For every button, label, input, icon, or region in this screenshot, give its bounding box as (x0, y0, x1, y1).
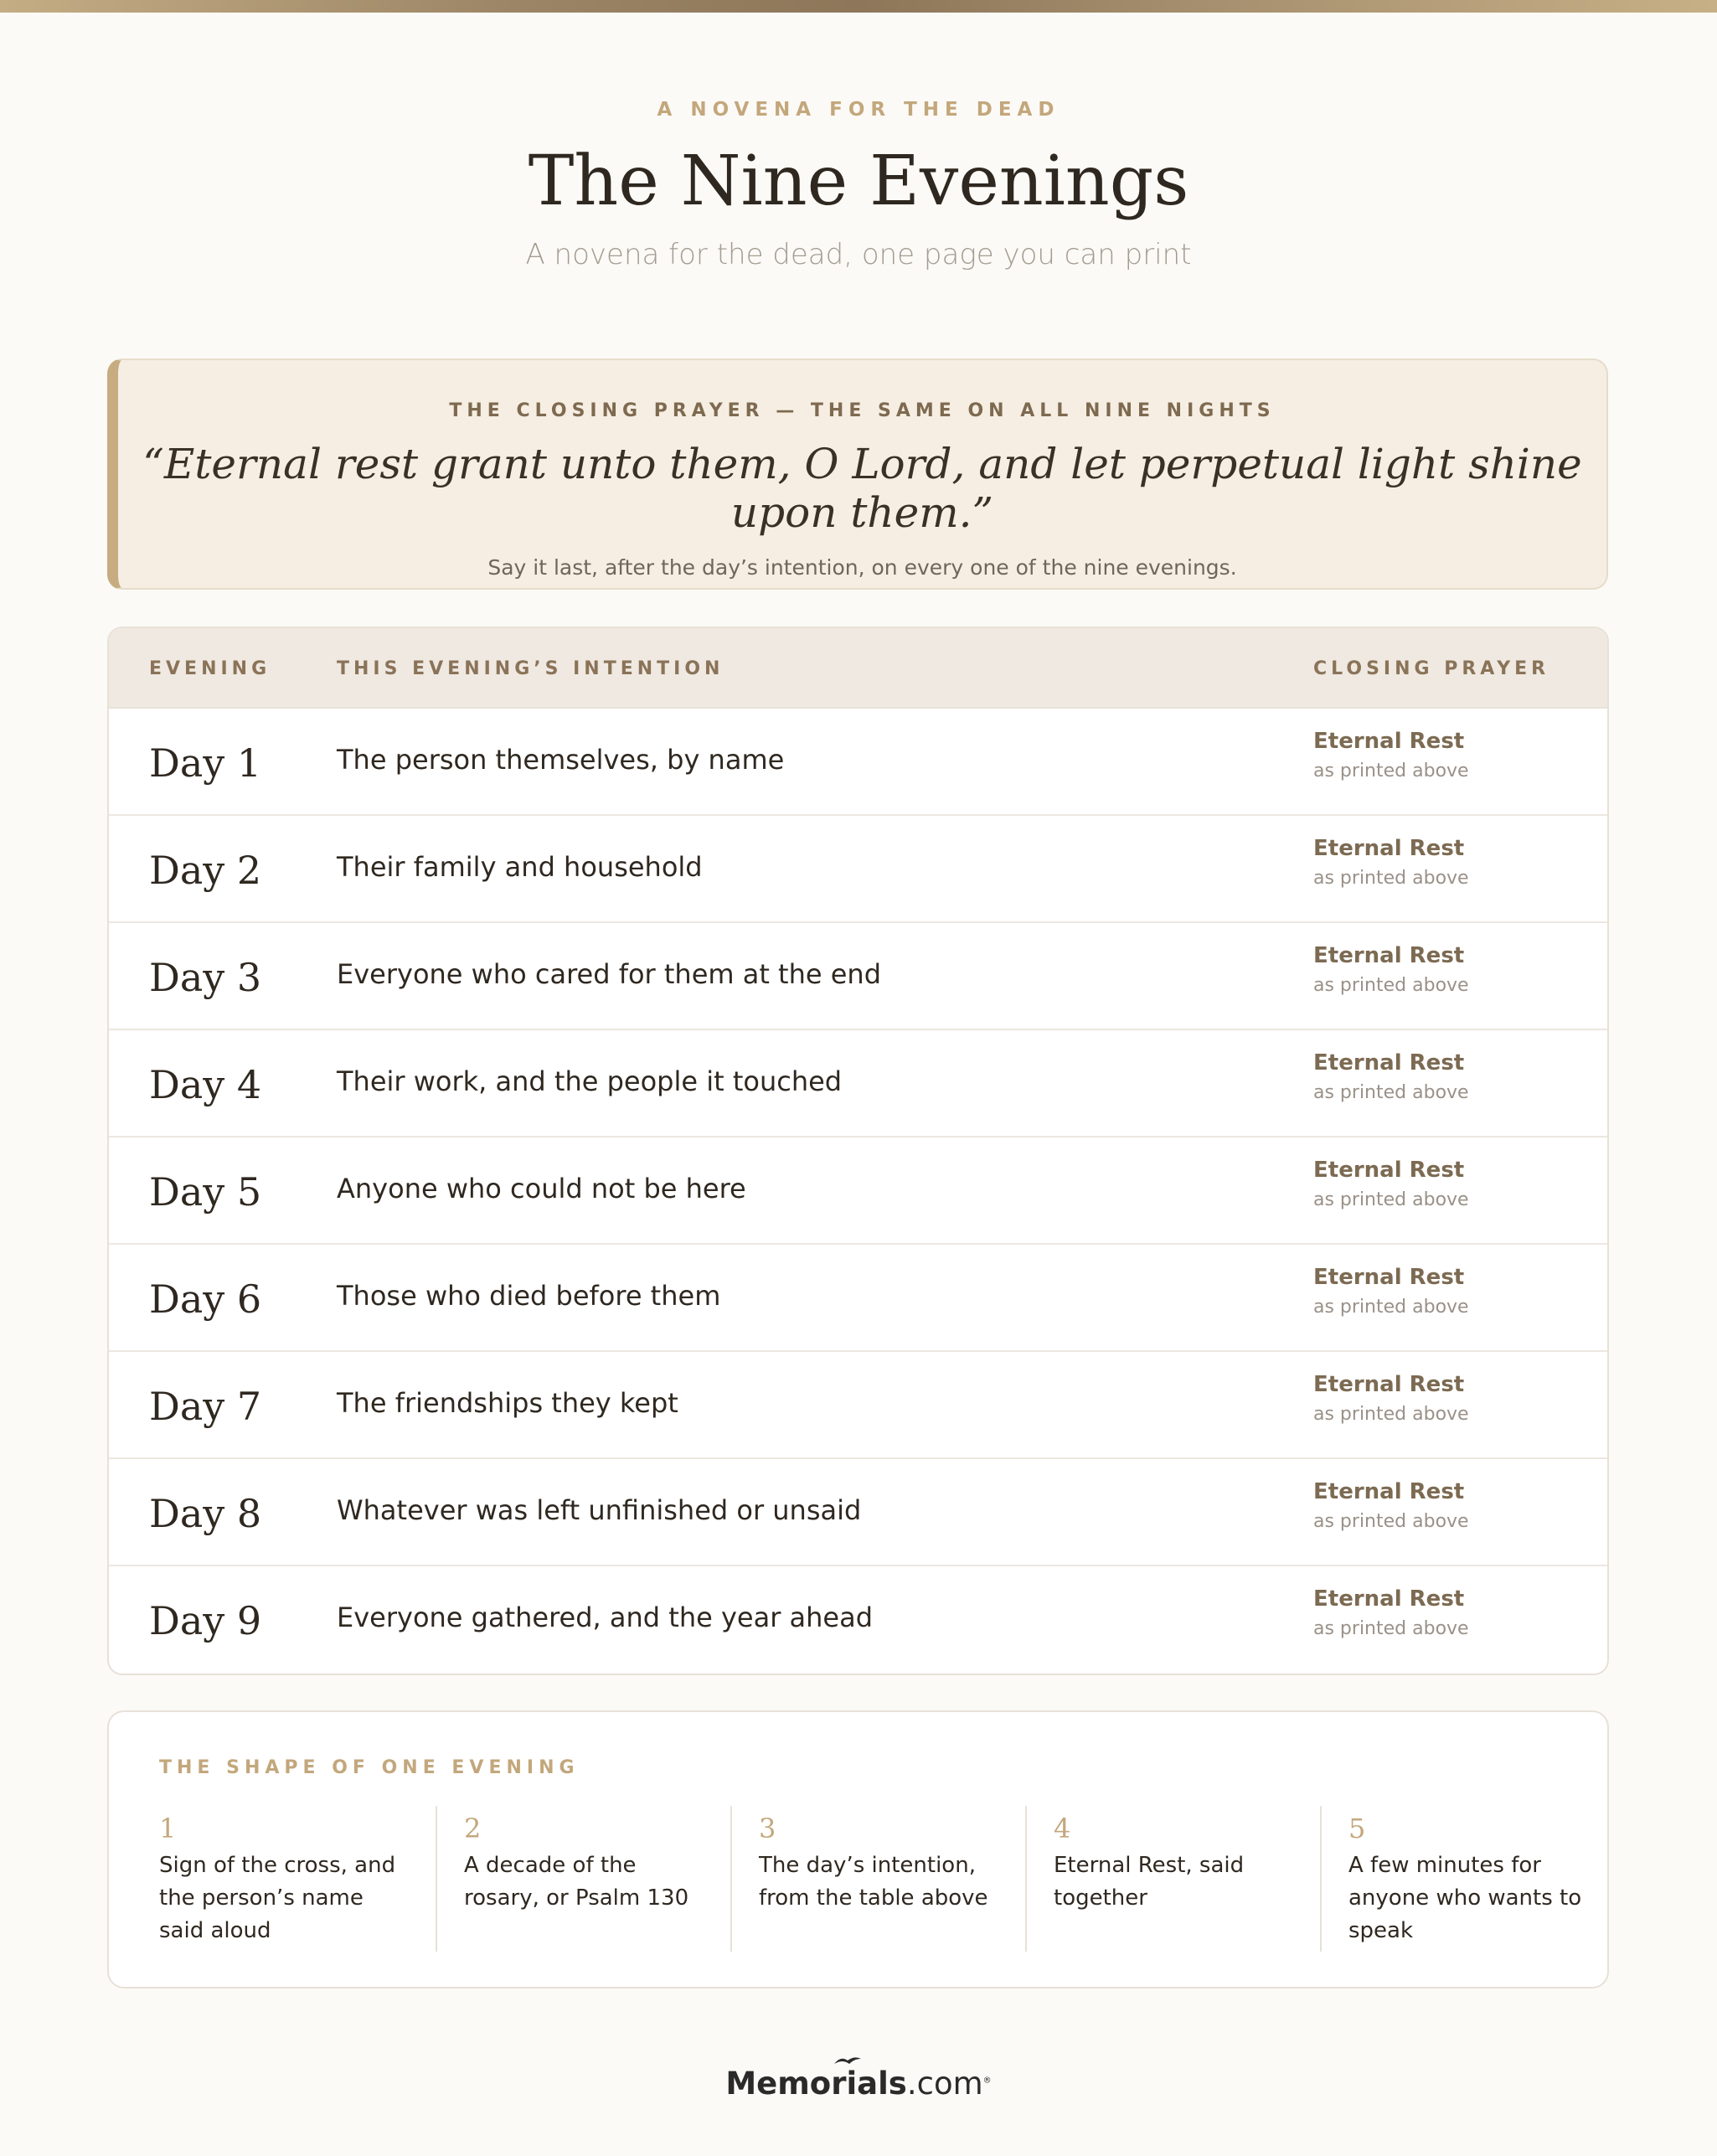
step-item (730, 1806, 1007, 1952)
novena-table (107, 627, 1609, 1675)
table-row (109, 1137, 1607, 1245)
bird-icon (833, 2054, 863, 2066)
day-label: Day 5 (149, 1169, 262, 1215)
prayer-name: Eternal Rest (1313, 836, 1465, 861)
step-number: 2 (464, 1813, 482, 1844)
closing-prayer-cell (1313, 1050, 1469, 1103)
footer (0, 2066, 1717, 2102)
day-label: Day 7 (149, 1384, 262, 1429)
intention-text: Everyone gathered, and the year ahead (337, 1602, 874, 1633)
page-subtitle: A novena for the dead, one page you can print (525, 238, 1192, 272)
prayer-name: Eternal Rest (1313, 1050, 1465, 1075)
day-label: Day 3 (149, 955, 262, 1000)
closing-prayer-cell (1313, 943, 1469, 996)
step-number: 1 (159, 1813, 177, 1844)
closing-prayer-cell (1313, 1586, 1469, 1639)
prayer-name: Eternal Rest (1313, 1479, 1465, 1504)
table-header (109, 628, 1607, 709)
table-row (109, 1245, 1607, 1352)
eyebrow-label: A NOVENA FOR THE DEAD (657, 99, 1060, 121)
day-label: Day 2 (149, 848, 262, 893)
column-header-prayer: CLOSING PRAYER (1313, 658, 1550, 679)
day-label: Day 1 (149, 740, 262, 786)
closing-prayer-cell (1313, 1479, 1469, 1532)
callout-label: THE CLOSING PRAYER — THE SAME ON ALL NINE NIGHTS (449, 400, 1276, 421)
step-item (1320, 1806, 1596, 1952)
intention-text: The person themselves, by name (337, 744, 785, 776)
day-label: Day 9 (149, 1598, 262, 1643)
intention-text: Their family and household (337, 851, 703, 883)
callout-note: Say it last, after the day’s intention, on every one of the nine evenings. (487, 555, 1237, 580)
prayer-note: as printed above (1313, 1297, 1469, 1318)
step-text: Sign of the cross, and the person’s name said aloud (159, 1853, 396, 1943)
column-header-evening: EVENING (149, 658, 271, 679)
table-row (109, 923, 1607, 1030)
closing-prayer-cell (1313, 836, 1469, 889)
prayer-note: as printed above (1313, 1404, 1469, 1425)
intention-text: The friendships they kept (337, 1387, 678, 1419)
shape-label: THE SHAPE OF ONE EVENING (159, 1757, 580, 1778)
closing-prayer-cell (1313, 729, 1469, 781)
prayer-name: Eternal Rest (1313, 1372, 1465, 1397)
prayer-note: as printed above (1313, 1189, 1469, 1210)
step-text: A decade of the rosary, or Psalm 130 (464, 1853, 689, 1911)
step-item (436, 1806, 712, 1952)
prayer-note: as printed above (1313, 1511, 1469, 1532)
column-header-intention: THIS EVENING’S INTENTION (337, 658, 724, 679)
page-title: The Nine Evenings (528, 142, 1189, 221)
table-row (109, 709, 1607, 816)
prayer-note: as printed above (1313, 1082, 1469, 1103)
prayer-note: as printed above (1313, 975, 1469, 996)
registered-mark: ® (982, 2076, 992, 2086)
intention-text: Anyone who could not be here (337, 1173, 746, 1204)
logo-tld: .com (906, 2066, 983, 2102)
logo-name: Memorials (725, 2066, 907, 2102)
prayer-name: Eternal Rest (1313, 943, 1465, 968)
prayer-note: as printed above (1313, 868, 1469, 889)
closing-prayer-cell (1313, 1372, 1469, 1425)
prayer-name: Eternal Rest (1313, 729, 1465, 754)
step-text: A few minutes for anyone who wants to speak (1348, 1853, 1582, 1943)
day-label: Day 4 (149, 1062, 262, 1107)
closing-prayer-cell (1313, 1265, 1469, 1318)
day-label: Day 8 (149, 1491, 262, 1536)
intention-text: Those who died before them (337, 1280, 721, 1312)
prayer-note: as printed above (1313, 761, 1469, 781)
prayer-note: as printed above (1313, 1618, 1469, 1639)
callout-quote: “Eternal rest grant unto them, O Lord, and let perpetual light shine upon them.” (142, 440, 1582, 537)
prayer-name: Eternal Rest (1313, 1265, 1465, 1290)
table-row (109, 1030, 1607, 1137)
table-body (109, 709, 1607, 1674)
steps-list (159, 1806, 1582, 1952)
table-row (109, 1566, 1607, 1674)
step-number: 5 (1348, 1813, 1366, 1844)
intention-text: Everyone who cared for them at the end (337, 958, 882, 990)
page-header (0, 99, 1717, 271)
step-item (1025, 1806, 1302, 1952)
day-label: Day 6 (149, 1277, 262, 1322)
closing-prayer-cell (1313, 1158, 1469, 1210)
table-row (109, 1352, 1607, 1459)
intention-text: Whatever was left unfinished or unsaid (337, 1494, 862, 1526)
prayer-name: Eternal Rest (1313, 1158, 1465, 1183)
table-row (109, 1459, 1607, 1566)
closing-prayer-callout (107, 358, 1608, 590)
step-number: 3 (759, 1813, 776, 1844)
memorials-logo[interactable] (725, 2066, 991, 2102)
evening-shape-card (107, 1710, 1609, 1988)
prayer-name: Eternal Rest (1313, 1586, 1465, 1612)
step-item (159, 1806, 410, 1952)
step-number: 4 (1054, 1813, 1071, 1844)
top-accent-bar (0, 0, 1717, 13)
step-text: Eternal Rest, said together (1054, 1853, 1245, 1911)
intention-text: Their work, and the people it touched (337, 1065, 843, 1097)
table-row (109, 816, 1607, 923)
step-text: The day’s intention, from the table above (759, 1853, 988, 1911)
